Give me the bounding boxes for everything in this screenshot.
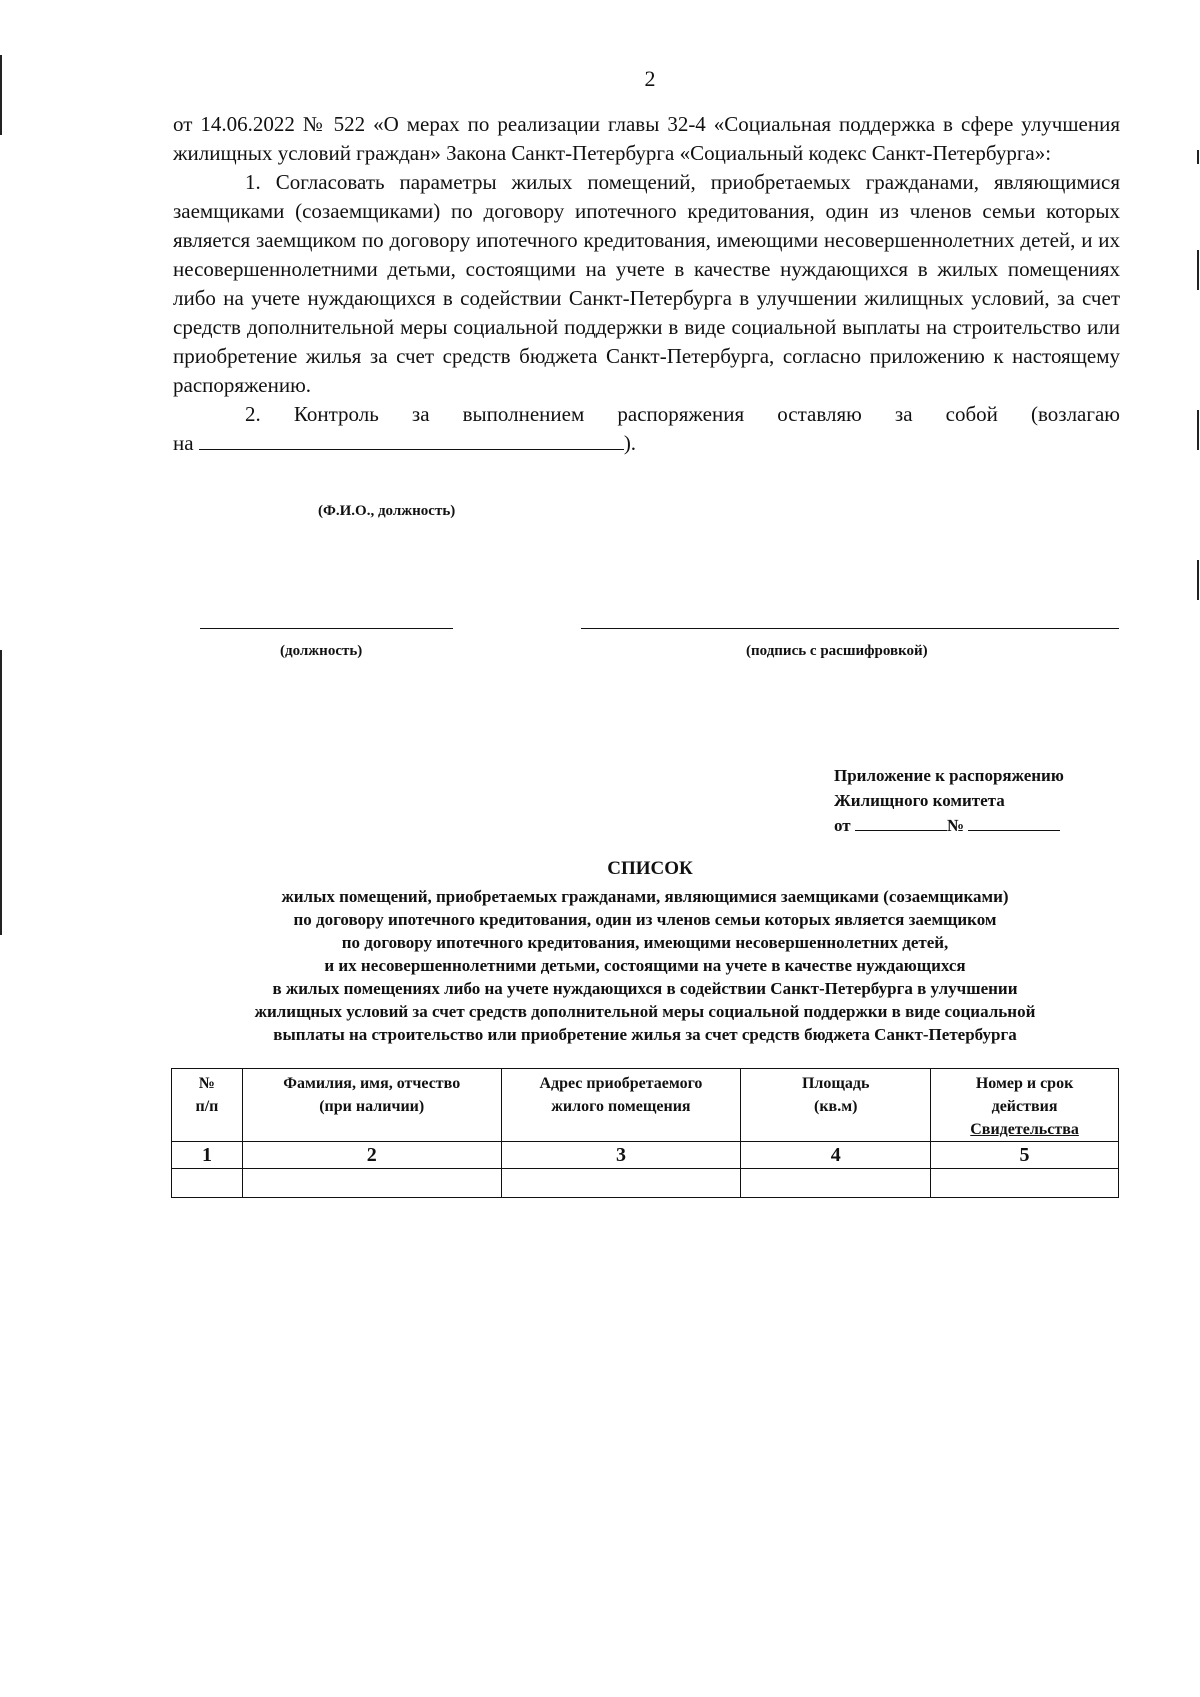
column-number-cell: 3 [501,1142,741,1169]
header-address: Адрес приобретаемого жилого помещения [501,1069,741,1142]
list-subtitle-line: и их несовершеннолетними детьми, состоящими на учете в качестве нуждающихся [324,956,966,975]
position-signature-line[interactable] [200,628,453,629]
list-subtitle-line: в жилых помещениях либо на учете нуждающихся в содействии Санкт-Петербурга в улучшении [272,979,1018,998]
list-subtitle-line: жилых помещений, приобретаемых гражданами, являющимися заемщиками (созаемщиками) [281,887,1009,906]
header-certificate: Номер и срок действия Свидетельства [931,1069,1119,1142]
signature-caption: (подпись с расшифровкой) [746,643,928,659]
housing-list-table [171,1068,1119,1198]
table-row [172,1169,1119,1198]
table-row [172,1142,1119,1169]
document-body [173,110,1120,458]
appendix-number-label: № [946,816,964,835]
list-subtitle [160,885,1130,1046]
list-subtitle-line: жилищных условий за счет средств дополнительной меры социальной поддержки в виде социальной [254,1002,1036,1021]
scan-edge-mark [1197,560,1199,600]
scan-edge-mark [0,650,2,935]
list-subtitle-line: выплаты на строительство или приобретение жилья за счет средств бюджета Санкт-Петербурга [273,1025,1017,1044]
header-area: Площадь (кв.м) [741,1069,931,1142]
responsible-person-blank[interactable] [199,431,624,450]
appendix-from-label: от [834,816,851,835]
appendix-date-blank[interactable] [855,816,947,831]
empty-cell[interactable] [931,1169,1119,1198]
item-2-paragraph: 2. Контроль за выполнением распоряжения оставляю за собой (возлагаю [245,402,1120,426]
scan-edge-mark [1197,410,1199,450]
header-number: № п/п [172,1069,243,1142]
column-number-cell: 2 [242,1142,501,1169]
empty-cell[interactable] [242,1169,501,1198]
table-header-row [172,1069,1119,1142]
signature-line[interactable] [581,628,1119,629]
header-full-name: Фамилия, имя, отчество (при наличии) [242,1069,501,1142]
empty-cell[interactable] [172,1169,243,1198]
column-number-cell: 4 [741,1142,931,1169]
item-2-prefix: на [173,431,194,455]
appendix-date-number-line [834,813,1064,838]
scan-edge-mark [1197,250,1199,290]
empty-cell[interactable] [741,1169,931,1198]
page-number: 2 [644,66,656,91]
position-caption: (должность) [280,643,363,659]
appendix-line-2: Жилищного комитета [834,791,1005,810]
scan-edge-mark [1197,150,1199,164]
item-1-paragraph: 1. Согласовать параметры жилых помещений, приобретаемых гражданами, являющимися заемщиками (созаемщиками) по договору ипотечного кредитования, один из членов семьи которых является заемщиком по договору ипотечного кредитования, имеющими несовершеннолетних детей, и их несовершеннолетними детьми, состоящими на учете в качестве нуждающихся в жилых помещениях либо на учете нуждающихся в содействии Санкт-Петербурга в улучшении жилищных условий, за счет средств дополнительной меры социальной поддержки в виде социальной выплаты на строительство или приобретение жилья за счет средств бюджета Санкт-Петербурга, согласно приложению к настоящему распоряжению. [173,170,1120,397]
list-subtitle-line: по договору ипотечного кредитования, имеющими несовершеннолетних детей, [341,933,949,952]
item-2-continuation [173,429,1120,458]
appendix-line-1: Приложение к распоряжению [834,766,1064,785]
intro-paragraph: от 14.06.2022 № 522 «О мерах по реализации главы 32-4 «Социальная поддержка в сфере улучшения жилищных условий граждан» Закона Санкт-Петербурга «Социальный кодекс Санкт-Петербурга»: [173,112,1120,165]
empty-cell[interactable] [501,1169,741,1198]
column-number-cell: 1 [172,1142,243,1169]
list-title: СПИСОК [607,858,693,879]
appendix-header [834,763,1064,838]
column-number-cell: 5 [931,1142,1119,1169]
appendix-number-blank[interactable] [968,816,1060,831]
item-2-suffix: ). [623,431,637,455]
list-subtitle-line: по договору ипотечного кредитования, один из членов семьи которых является заемщиком [293,910,997,929]
fio-caption: (Ф.И.О., должность) [318,503,456,519]
